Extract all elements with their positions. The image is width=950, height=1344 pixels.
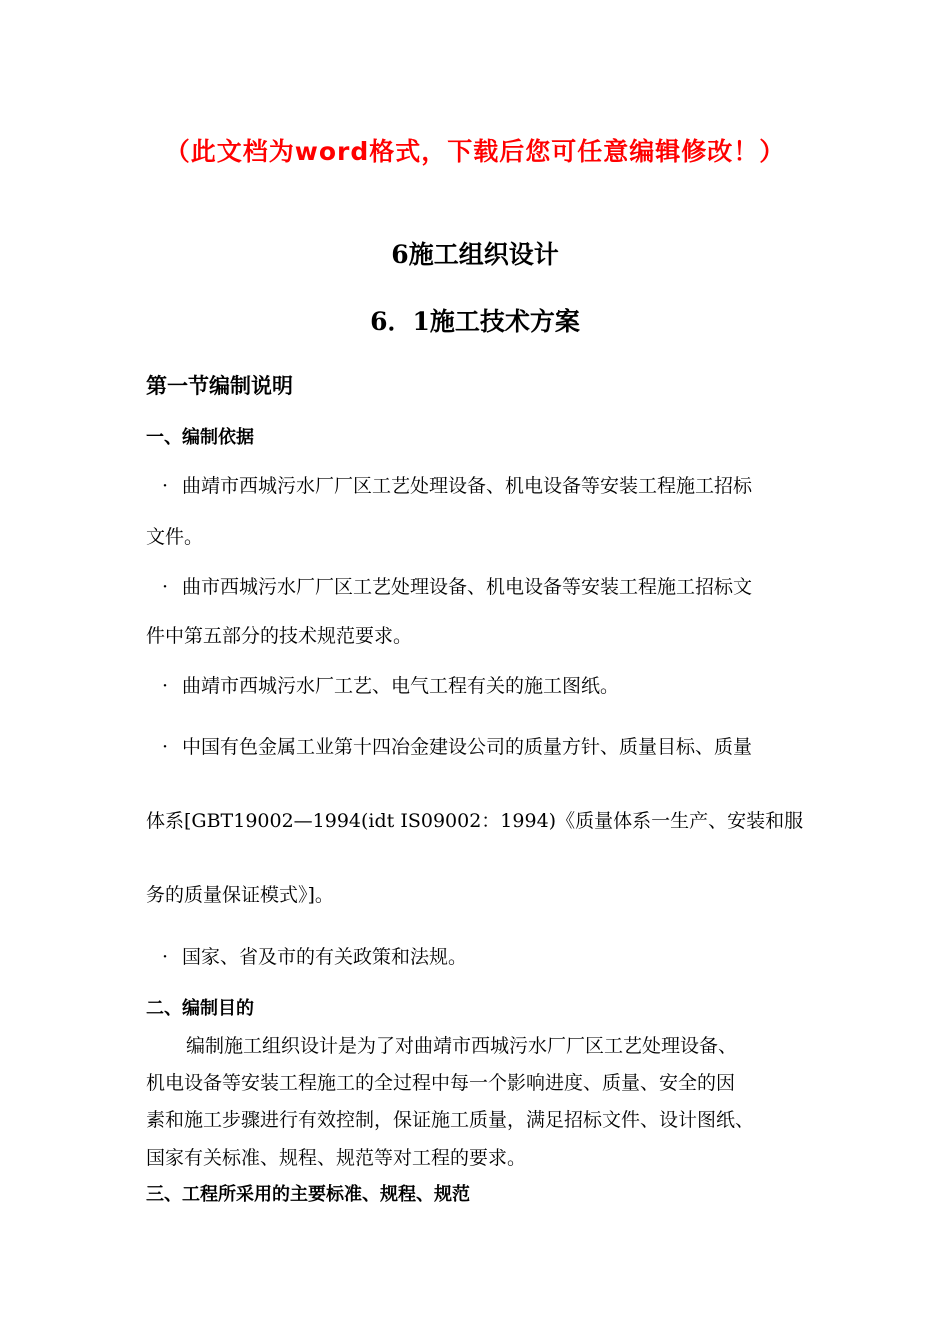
bullet-icon: · (162, 576, 169, 598)
paragraph-line: 国家有关标准、规程、规范等对工程的要求。 (146, 1147, 527, 1169)
list-item-continuation: 文件。 (146, 526, 204, 548)
section-title: 6．1施工技术方案 (370, 307, 580, 336)
part-title: 第一节编制说明 (146, 374, 293, 398)
list-item-text: 曲市西城污水厂厂区工艺处理设备、机电设备等安装工程施工招标文 (182, 576, 753, 598)
bullet-icon: · (162, 475, 169, 497)
list-item-text: 国家、省及市的有关政策和法规。 (182, 946, 468, 968)
list-item (162, 471, 752, 498)
bullet-icon: · (162, 736, 169, 758)
list-item-continuation: 体系[GBT19002—1994(idt IS09002：1994)《质量体系一生产、安装和服 (146, 810, 804, 832)
paragraph-line: 编制施工组织设计是为了对曲靖市西城污水厂厂区工艺处理设备、 (186, 1035, 738, 1057)
list-item-text: 中国有色金属工业第十四冶金建设公司的质量方针、质量目标、质量 (182, 736, 753, 758)
bullet-icon: · (162, 675, 169, 697)
list-item (162, 671, 619, 698)
sub-heading-purpose: 二、编制目的 (146, 998, 254, 1019)
chapter-title: 6施工组织设计 (391, 240, 559, 269)
sub-heading-basis: 一、编制依据 (146, 427, 254, 448)
list-item (162, 572, 752, 599)
list-item-continuation: 务的质量保证模式》]。 (146, 884, 334, 906)
list-item-continuation: 件中第五部分的技术规范要求。 (146, 625, 413, 647)
list-item-text: 曲靖市西城污水厂工艺、电气工程有关的施工图纸。 (182, 675, 620, 697)
list-item (162, 942, 467, 969)
bullet-icon: · (162, 946, 169, 968)
paragraph-line: 素和施工步骤进行有效控制，保证施工质量，满足招标文件、设计图纸、 (146, 1109, 755, 1131)
list-item (162, 732, 752, 759)
edit-notice: （此文档为word格式，下载后您可任意编辑修改！） (164, 137, 786, 166)
sub-heading-standards: 三、工程所采用的主要标准、规程、规范 (146, 1184, 470, 1205)
list-item-text: 曲靖市西城污水厂厂区工艺处理设备、机电设备等安装工程施工招标 (182, 475, 753, 497)
paragraph-line: 机电设备等安装工程施工的全过程中每一个影响进度、质量、安全的因 (146, 1072, 736, 1094)
